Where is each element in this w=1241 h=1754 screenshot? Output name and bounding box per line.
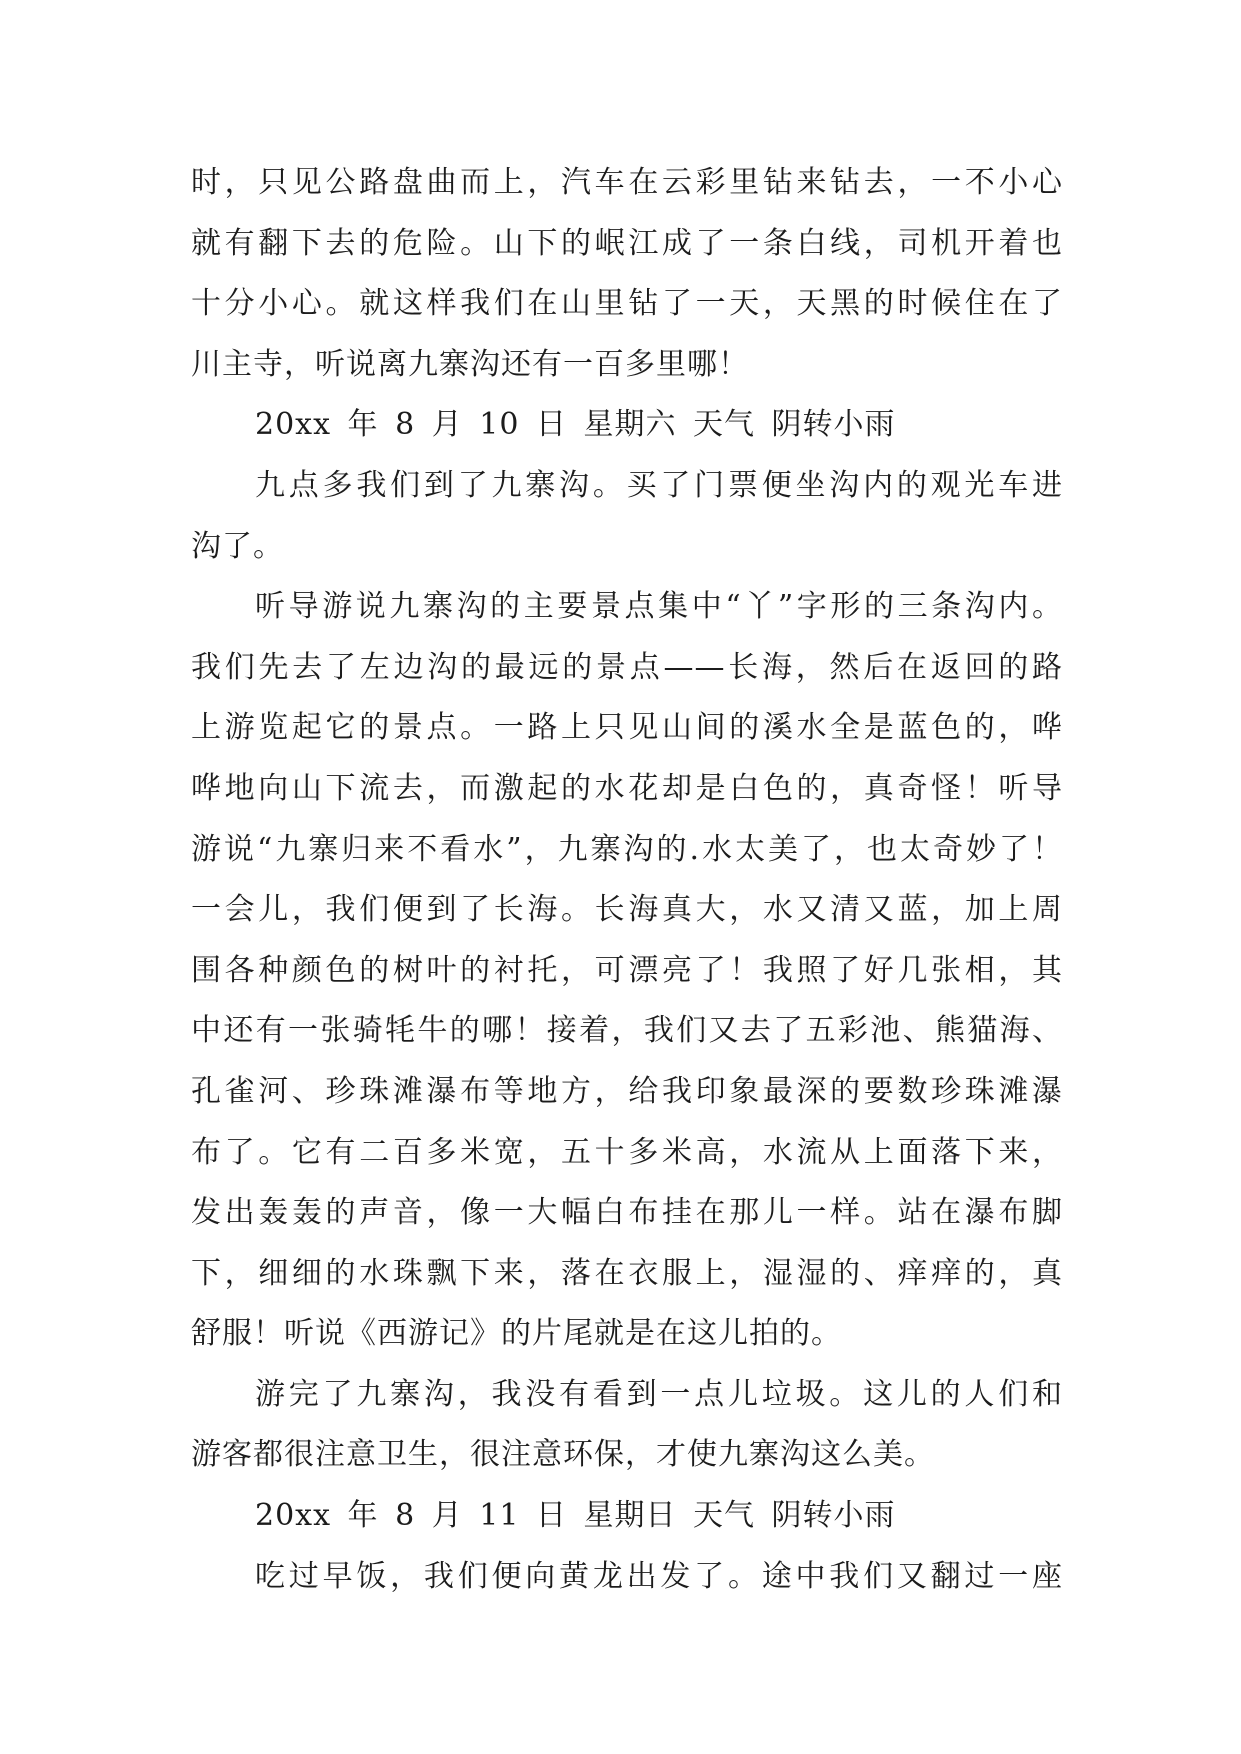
paragraph-line: 中还有一张骑牦牛的哪！接着，我们又去了五彩池、熊猫海、 bbox=[191, 1013, 1063, 1049]
paragraph-line: 布了。它有二百多米宽，五十多米高，水流从上面落下来， bbox=[191, 1134, 1063, 1170]
paragraph-line: 游完了九寨沟，我没有看到一点儿垃圾。这儿的人们和 bbox=[255, 1376, 1063, 1412]
document-body bbox=[191, 153, 1063, 1607]
paragraph-line: 九点多我们到了九寨沟。买了门票便坐沟内的观光车进 bbox=[255, 467, 1063, 503]
paragraph-line: 舒服！听说《西游记》的片尾就是在这儿拍的。 bbox=[191, 1316, 842, 1352]
paragraph-line: 发出轰轰的声音，像一大幅白布挂在那儿一样。站在瀑布脚 bbox=[191, 1195, 1063, 1231]
paragraph-line: 一会儿，我们便到了长海。长海真大，水又清又蓝，加上周 bbox=[191, 892, 1063, 928]
paragraph-line: 十分小心。就这样我们在山里钻了一天，天黑的时候住在了 bbox=[191, 286, 1063, 322]
paragraph-line: 时，只见公路盘曲而上，汽车在云彩里钻来钻去，一不小心 bbox=[191, 165, 1063, 200]
paragraph-line: 孔雀河、珍珠滩瀑布等地方，给我印象最深的要数珍珠滩瀑 bbox=[191, 1073, 1063, 1109]
paragraph-line: 吃过早饭，我们便向黄龙出发了。途中我们又翻过一座 bbox=[255, 1558, 1063, 1594]
paragraph-line: 游客都很注意卫生，很注意环保，才使九寨沟这么美。 bbox=[191, 1437, 935, 1473]
paragraph-line: 听导游说九寨沟的主要景点集中“丫”字形的三条沟内。 bbox=[255, 589, 1063, 625]
paragraph-line: 我们先去了左边沟的最远的景点——长海，然后在返回的路 bbox=[191, 649, 1063, 685]
paragraph-line: 下，细细的水珠飘下来，落在衣服上，湿湿的、痒痒的，真 bbox=[191, 1255, 1063, 1291]
paragraph-line: 哗地向山下流去，而激起的水花却是白色的，真奇怪！听导 bbox=[191, 770, 1063, 806]
date-line: 20xx 年 8 月 11 日 星期日 天气 阴转小雨 bbox=[255, 1498, 896, 1534]
paragraph-line: 就有翻下去的危险。山下的岷江成了一条白线，司机开着也 bbox=[191, 225, 1063, 261]
paragraph-line: 川主寺，听说离九寨沟还有一百多里哪！ bbox=[191, 346, 749, 382]
paragraph-line: 沟了。 bbox=[191, 528, 284, 564]
paragraph-line: 游说“九寨归来不看水”，九寨沟的.水太美了，也太奇妙了！ bbox=[191, 831, 1063, 867]
date-line: 20xx 年 8 月 10 日 星期六 天气 阴转小雨 bbox=[255, 407, 896, 443]
paragraph-line: 围各种颜色的树叶的衬托，可漂亮了！我照了好几张相，其 bbox=[191, 952, 1063, 988]
paragraph-line: 上游览起它的景点。一路上只见山间的溪水全是蓝色的，哗 bbox=[191, 710, 1063, 746]
